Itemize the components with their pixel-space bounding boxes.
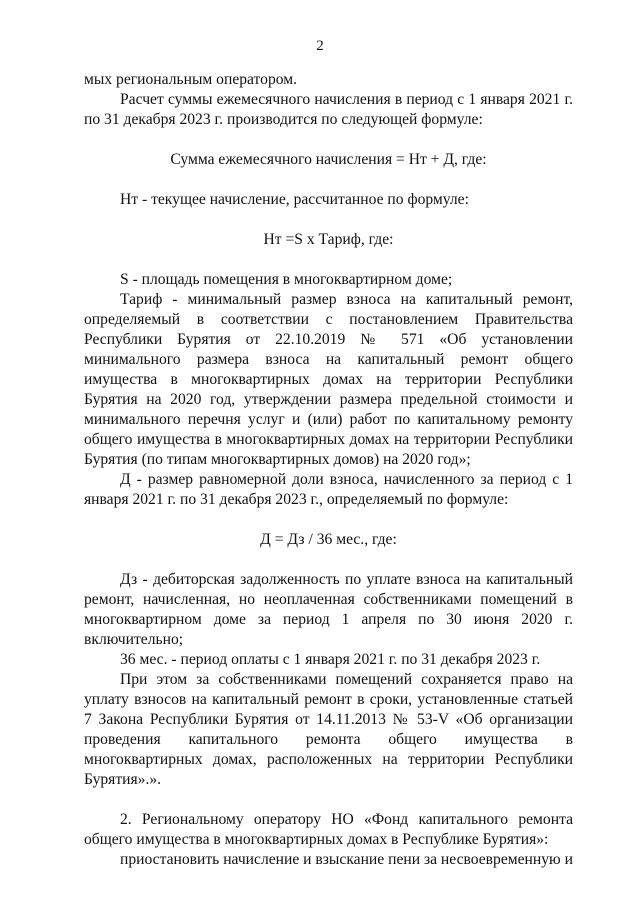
- document-body: [84, 70, 573, 870]
- paragraph: S - площадь помещения в многоквартирном доме;: [120, 271, 453, 288]
- paragraph: приостановить начисление и взыскание пени за несвоевременную и: [120, 851, 573, 868]
- paragraph: Тариф - минимальный размер взноса на капитальный ремонт, определяемый в соответствии с постановлением Правительства Республики Бурятия от 22.10.2019 № 571 «Об установлении минимального размера взноса на капитальный ремонт общего имущества в многоквартирных домах на территории Республики Бурятия на 2020 год, утверждении размера предельной стоимости и минимального перечня услуг и (или) работ по капитальному ремонту общего имущества в многоквартирных домах на территории Республики Бурятия (по типам многоквартирных домов) на 2020 год»;: [84, 291, 573, 468]
- paragraph: Нт - текущее начисление, рассчитанное по формуле:: [120, 191, 469, 208]
- paragraph: Расчет суммы ежемесячного начисления в период с 1 января 2021 г. по 31 декабря 2023 г. производится по следующей формуле:: [84, 91, 573, 128]
- formula-current: Нт =S х Тариф, где:: [263, 231, 394, 248]
- paragraph: 2. Региональному оператору НО «Фонд капитального ремонта общего имущества в многоквартирных домах в Республике Бурятия»:: [84, 811, 573, 848]
- page-number: 2: [316, 38, 324, 54]
- formula-total: Сумма ежемесячного начисления = Нт + Д, где:: [170, 151, 487, 168]
- paragraph: При этом за собственниками помещений сохраняется право на уплату взносов на капитальный ремонт в сроки, установленные статьей 7 Закона Республики Бурятия от 14.11.2013 № 53-V «Об организации проведения капитального ремонта общего имущества в многоквартирных домах, расположенных на территории Республики Бурятия».».: [84, 671, 573, 788]
- paragraph: 36 мес. - период оплаты с 1 января 2021 г. по 31 декабря 2023 г.: [120, 651, 541, 668]
- paragraph: мых региональным оператором.: [84, 71, 298, 88]
- paragraph: Д - размер равномерной доли взноса, начисленного за период с 1 января 2021 г. по 31 декабря 2023 г., определяемый по формуле:: [84, 471, 573, 508]
- formula-share: Д = Дз / 36 мес., где:: [260, 531, 397, 548]
- paragraph: Дз - дебиторская задолженность по уплате взноса на капитальный ремонт, начисленная, но неоплаченная собственниками помещений в многоквартирном доме за период 1 апреля по 30 июня 2020 г. включительно;: [84, 571, 573, 648]
